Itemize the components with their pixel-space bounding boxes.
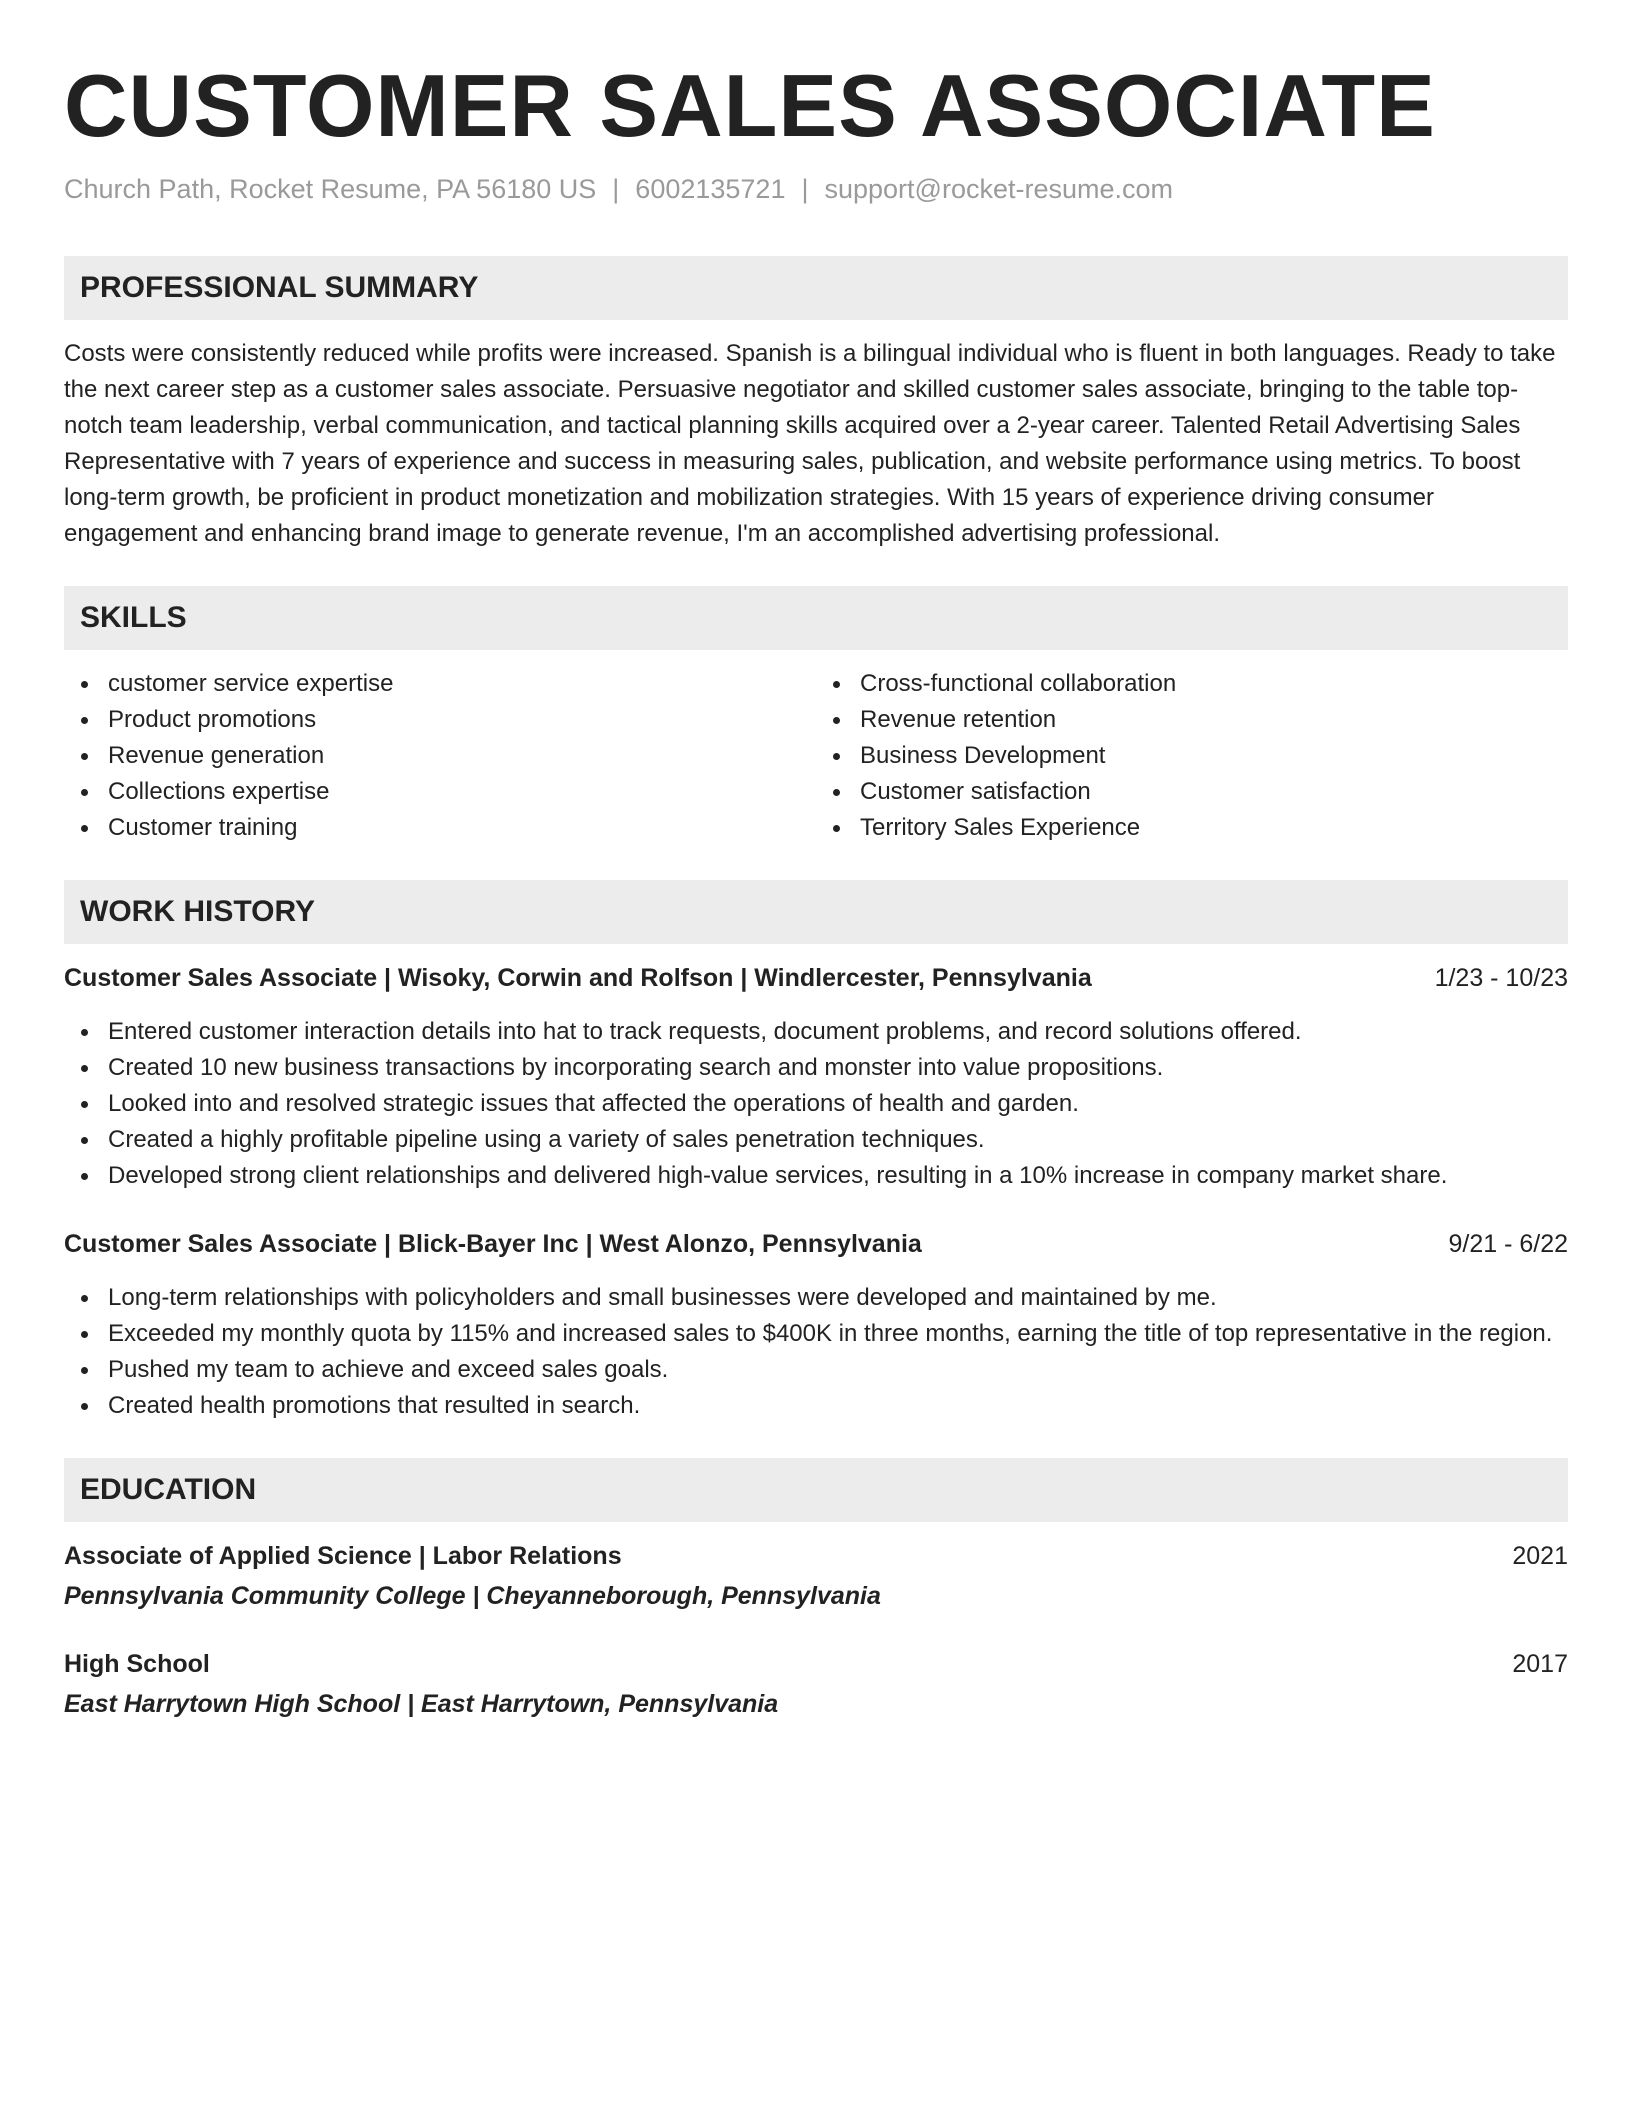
skill-item: Collections expertise — [64, 774, 816, 810]
education-degree: Associate of Applied Science | Labor Relations — [64, 1542, 622, 1570]
skill-item: Business Development — [816, 738, 1568, 774]
skill-item: customer service expertise — [64, 666, 816, 702]
job-bullets — [64, 1280, 1568, 1424]
education-school: Pennsylvania Community College | Cheyanneborough, Pennsylvania — [64, 1582, 881, 1610]
skills-column-left — [64, 666, 816, 846]
job-bullet: Developed strong client relationships and delivered high-value services, resulting in a 10% increase in company market share. — [64, 1158, 1568, 1194]
job-entry — [64, 1226, 1568, 1424]
skills-column-right — [816, 666, 1568, 846]
job-bullet: Created 10 new business transactions by incorporating search and monster into value propositions. — [64, 1050, 1568, 1086]
contact-phone: 6002135721 — [635, 174, 786, 204]
section-heading-work-history: WORK HISTORY — [64, 880, 1568, 944]
skills-list — [64, 666, 1568, 846]
education-school: East Harrytown High School | East Harrytown, Pennsylvania — [64, 1690, 779, 1718]
contact-email: support@rocket-resume.com — [824, 174, 1174, 204]
skill-item: Revenue generation — [64, 738, 816, 774]
contact-separator: | — [801, 174, 809, 204]
job-bullets — [64, 1014, 1568, 1194]
job-bullet: Looked into and resolved strategic issues that affected the operations of health and garden. — [64, 1086, 1568, 1122]
skill-item: Cross-functional collaboration — [816, 666, 1568, 702]
contact-address: Church Path, Rocket Resume, PA 56180 US — [64, 174, 597, 204]
education-header — [64, 1538, 1568, 1574]
skill-item: Customer satisfaction — [816, 774, 1568, 810]
section-heading-education: EDUCATION — [64, 1458, 1568, 1522]
education-year: 2021 — [1512, 1542, 1568, 1570]
skill-item: Territory Sales Experience — [816, 810, 1568, 846]
contact-separator: | — [612, 174, 620, 204]
education-header — [64, 1646, 1568, 1682]
job-dates: 1/23 - 10/23 — [1434, 964, 1568, 992]
education-entry — [64, 1538, 1568, 1614]
job-dates: 9/21 - 6/22 — [1448, 1230, 1568, 1258]
skill-item: Product promotions — [64, 702, 816, 738]
job-title: Customer Sales Associate | Blick-Bayer Inc | West Alonzo, Pennsylvania — [64, 1230, 922, 1258]
job-entry — [64, 960, 1568, 1194]
section-heading-summary: PROFESSIONAL SUMMARY — [64, 256, 1568, 320]
job-bullet: Long-term relationships with policyholders and small businesses were developed and maintained by me. — [64, 1280, 1568, 1316]
summary-text: Costs were consistently reduced while profits were increased. Spanish is a bilingual individual who is fluent in both languages. Ready to take the next career step as a customer sales associate. Persuasive negotiator and skilled customer sales associate, bringing to the table top-notch team leadership, verbal communication, and tactical planning skills acquired over a 2-year career. Talented Retail Advertising Sales Representative with 7 years of experience and success in measuring sales, publication, and website performance using metrics. To boost long-term growth, be proficient in product monetization and mobilization strategies. With 15 years of experience driving consumer engagement and enhancing brand image to generate revenue, I'm an accomplished advertising professional. — [64, 340, 1556, 547]
job-bullet: Entered customer interaction details into hat to track requests, document problems, and record solutions offered. — [64, 1014, 1568, 1050]
education-entry — [64, 1646, 1568, 1722]
job-header — [64, 960, 1568, 996]
section-heading-skills: SKILLS — [64, 586, 1568, 650]
skill-item: Revenue retention — [816, 702, 1568, 738]
job-title: Customer Sales Associate | Wisoky, Corwin and Rolfson | Windlercester, Pennsylvania — [64, 964, 1092, 992]
job-bullet: Created a highly profitable pipeline using a variety of sales penetration techniques. — [64, 1122, 1568, 1158]
job-header — [64, 1226, 1568, 1262]
job-bullet: Created health promotions that resulted in search. — [64, 1388, 1568, 1424]
resume-name: CUSTOMER SALES ASSOCIATE — [64, 56, 1436, 155]
job-bullet: Pushed my team to achieve and exceed sales goals. — [64, 1352, 1568, 1388]
skill-item: Customer training — [64, 810, 816, 846]
education-degree: High School — [64, 1650, 210, 1678]
contact-line — [64, 172, 1568, 206]
education-year: 2017 — [1512, 1650, 1568, 1678]
job-bullet: Exceeded my monthly quota by 115% and increased sales to $400K in three months, earning the title of top representative in the region. — [64, 1316, 1568, 1352]
